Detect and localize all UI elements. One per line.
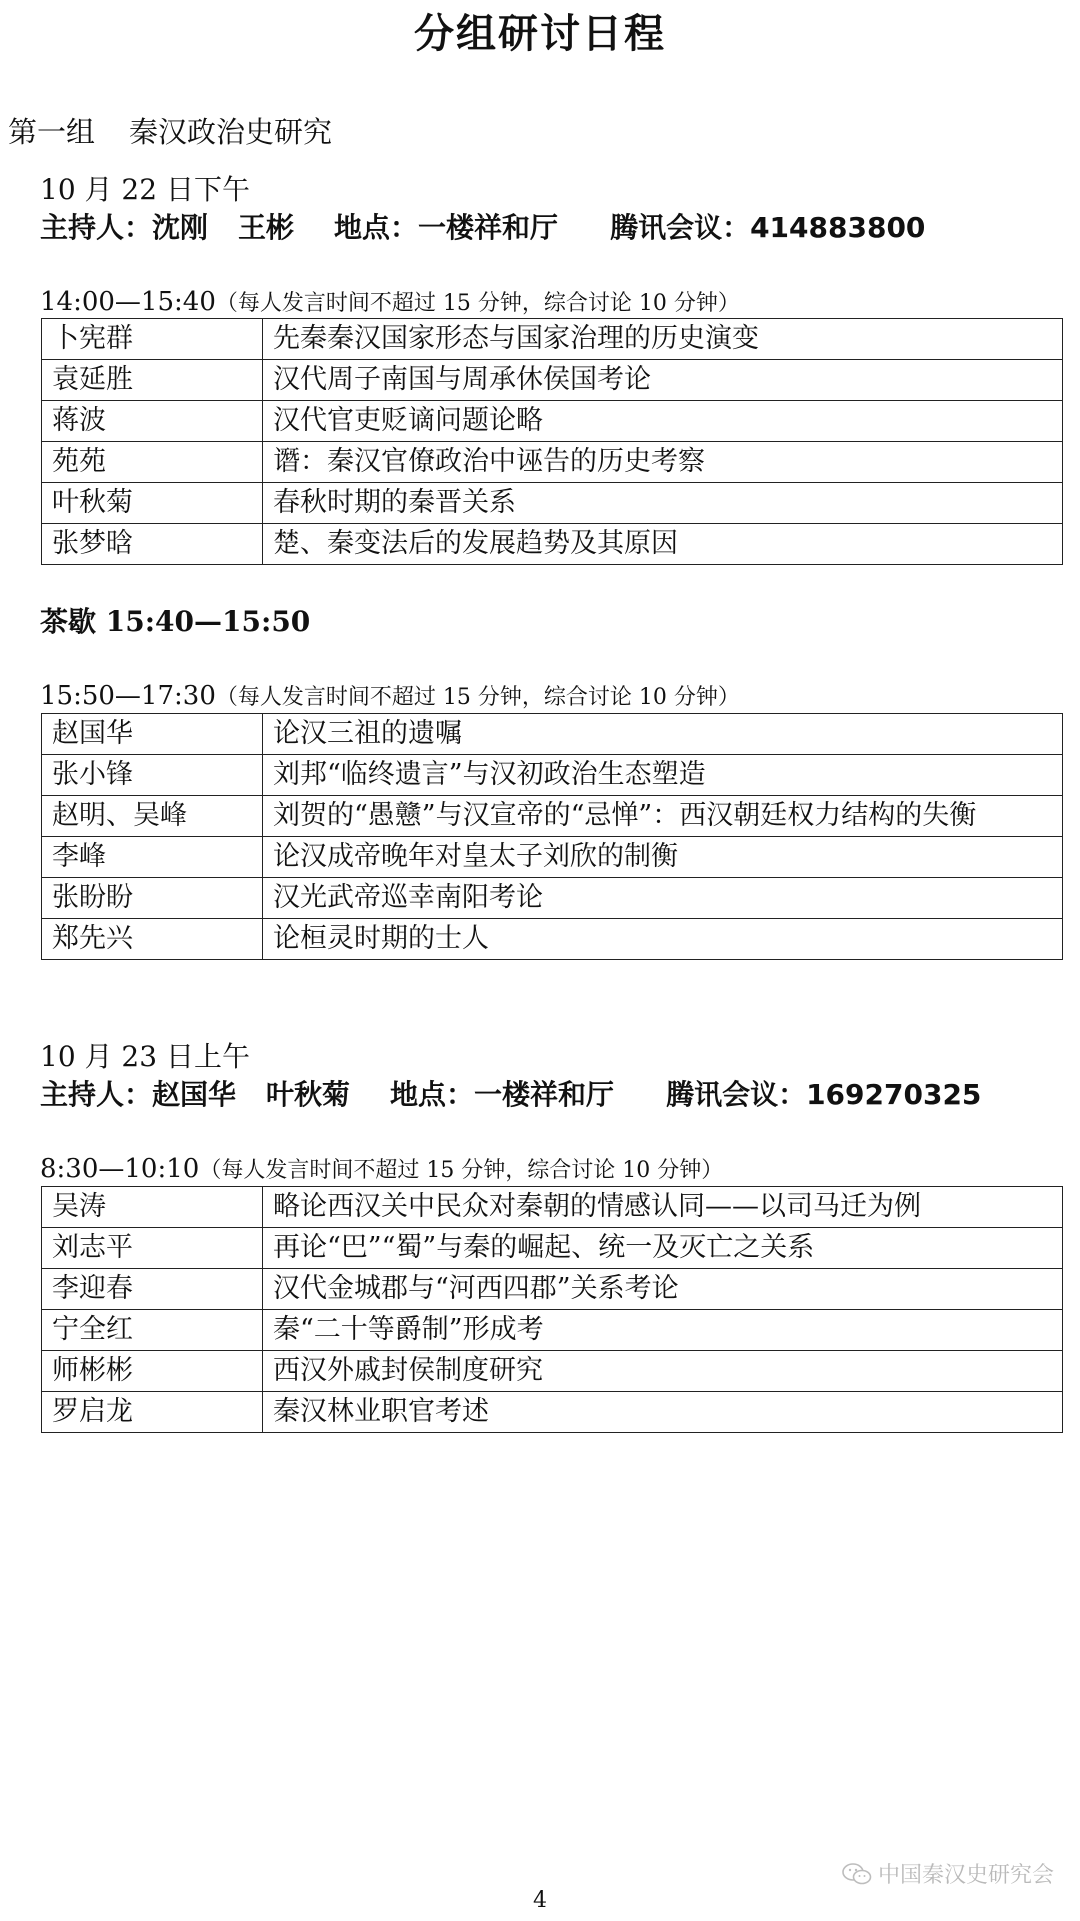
talk-title: 春秋时期的秦晋关系 (263, 483, 1063, 524)
table-row (42, 483, 1063, 524)
table-row (42, 919, 1063, 960)
location: 地点：一楼祥和厅 (334, 211, 559, 244)
table-row (42, 1269, 1063, 1310)
host-label: 主持人： (40, 211, 153, 244)
table-row (42, 837, 1063, 878)
talk-title: 汉代官吏贬谪问题论略 (263, 401, 1063, 442)
session1-time (40, 286, 740, 317)
talk-title: 刘邦“临终遗言”与汉初政治生态塑造 (263, 755, 1063, 796)
speaker-name: 郑先兴 (42, 919, 263, 960)
table-row (42, 442, 1063, 483)
host-name: 王彬 (238, 211, 295, 244)
speaker-name: 李迎春 (42, 1269, 263, 1310)
table-row (42, 755, 1063, 796)
talk-title: 西汉外戚封侯制度研究 (263, 1351, 1063, 1392)
speaker-name: 李峰 (42, 837, 263, 878)
meeting-id: 腾讯会议：414883800 (610, 211, 926, 244)
talk-title: 楚、秦变法后的发展趋势及其原因 (263, 524, 1063, 565)
talk-title: 论汉三祖的遗嘱 (263, 714, 1063, 755)
table-row (42, 878, 1063, 919)
host-name: 沈刚 (152, 211, 209, 244)
table-row (42, 1187, 1063, 1228)
table-row (42, 524, 1063, 565)
talk-title: 秦“二十等爵制”形成考 (263, 1310, 1063, 1351)
session1-table (41, 318, 1063, 565)
page-number: 4 (533, 1888, 547, 1913)
session-note: （每人发言时间不超过 15 分钟，综合讨论 10 分钟） (199, 1158, 724, 1183)
table-row (42, 319, 1063, 360)
session-time: 14:00—15:40 (40, 287, 216, 317)
day1-host-line (40, 206, 925, 246)
day2-date: 10 月 23 日上午 (40, 1040, 250, 1073)
talk-title: 再论“巴”“蜀”与秦的崛起、统一及灭亡之关系 (263, 1228, 1063, 1269)
speaker-name: 刘志平 (42, 1228, 263, 1269)
speaker-name: 蒋波 (42, 401, 263, 442)
watermark-text: 中国秦汉史研究会 (877, 1863, 1054, 1888)
host-label: 主持人： (40, 1078, 153, 1111)
speaker-name: 师彬彬 (42, 1351, 263, 1392)
talk-title: 先秦秦汉国家形态与国家治理的历史演变 (263, 319, 1063, 360)
talk-title: 汉光武帝巡幸南阳考论 (263, 878, 1063, 919)
table-row (42, 1310, 1063, 1351)
day2-host-line (40, 1073, 981, 1113)
watermark (842, 1858, 1054, 1889)
tea-break: 茶歇 15:40—15:50 (40, 605, 311, 638)
speaker-name: 宁全红 (42, 1310, 263, 1351)
speaker-name: 张梦晗 (42, 524, 263, 565)
table-row (42, 1228, 1063, 1269)
speaker-name: 张小锋 (42, 755, 263, 796)
host-name: 赵国华 (152, 1078, 237, 1111)
talk-title: 略论西汉关中民众对秦朝的情感认同——以司马迁为例 (263, 1187, 1063, 1228)
speaker-name: 苑苑 (42, 442, 263, 483)
session3-time (40, 1153, 723, 1184)
speaker-name: 袁延胜 (42, 360, 263, 401)
speaker-name: 叶秋菊 (42, 483, 263, 524)
talk-title: 秦汉林业职官考述 (263, 1392, 1063, 1433)
group-name: 秦汉政治史研究 (129, 115, 333, 149)
talk-title: 论汉成帝晚年对皇太子刘欣的制衡 (263, 837, 1063, 878)
group-label: 第一组 (8, 115, 96, 149)
talk-title: 论桓灵时期的士人 (263, 919, 1063, 960)
talk-title: 谮：秦汉官僚政治中诬告的历史考察 (263, 442, 1063, 483)
speaker-name: 赵明、吴峰 (42, 796, 263, 837)
group-heading (8, 110, 332, 151)
speaker-name: 张盼盼 (42, 878, 263, 919)
meeting-id: 腾讯会议：169270325 (666, 1078, 982, 1111)
session-note: （每人发言时间不超过 15 分钟，综合讨论 10 分钟） (215, 685, 740, 710)
location: 地点：一楼祥和厅 (390, 1078, 615, 1111)
day1-date: 10 月 22 日下午 (40, 173, 250, 206)
table-row (42, 714, 1063, 755)
table-row (42, 1392, 1063, 1433)
wechat-icon (842, 1862, 872, 1886)
speaker-name: 赵国华 (42, 714, 263, 755)
speaker-name: 卜宪群 (42, 319, 263, 360)
speaker-name: 罗启龙 (42, 1392, 263, 1433)
page-title: 分组研讨日程 (414, 11, 666, 57)
session2-time (40, 680, 740, 711)
session-time: 8:30—10:10 (40, 1154, 200, 1184)
session-note: （每人发言时间不超过 15 分钟，综合讨论 10 分钟） (215, 291, 740, 316)
talk-title: 汉代周子南国与周承休侯国考论 (263, 360, 1063, 401)
session3-table (41, 1186, 1063, 1433)
table-row (42, 1351, 1063, 1392)
session2-table (41, 713, 1063, 960)
table-row (42, 360, 1063, 401)
talk-title: 汉代金城郡与“河西四郡”关系考论 (263, 1269, 1063, 1310)
speaker-name: 吴涛 (42, 1187, 263, 1228)
session-time: 15:50—17:30 (40, 681, 216, 711)
host-name: 叶秋菊 (266, 1078, 351, 1111)
table-row (42, 796, 1063, 837)
talk-title: 刘贺的“愚戆”与汉宣帝的“忌惮”：西汉朝廷权力结构的失衡 (263, 796, 1063, 837)
table-row (42, 401, 1063, 442)
